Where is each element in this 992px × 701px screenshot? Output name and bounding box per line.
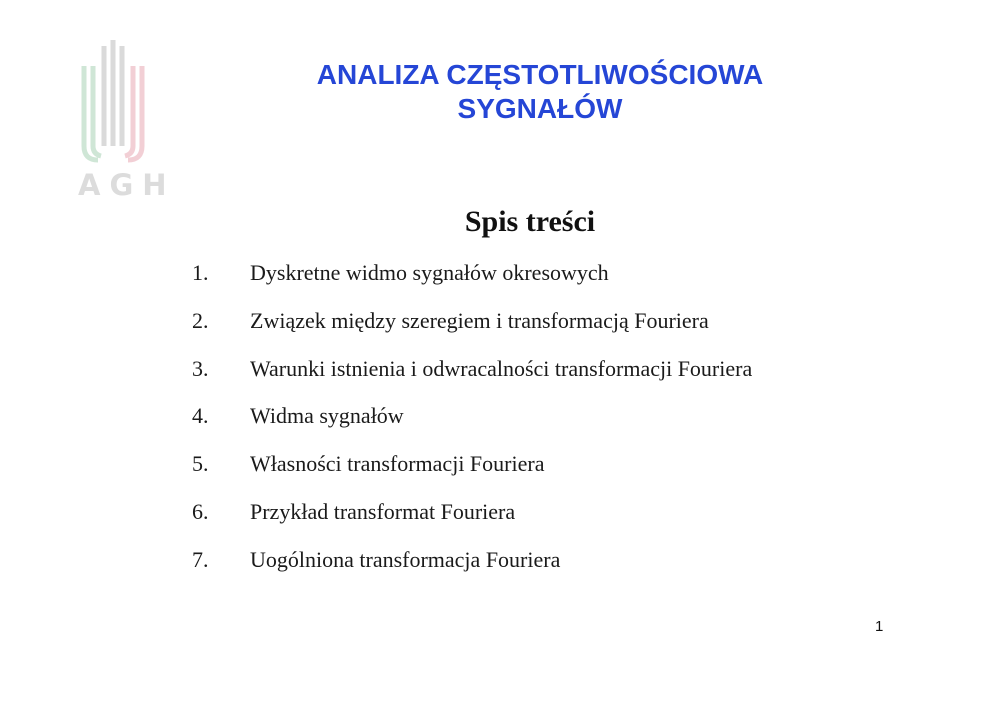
toc-item — [192, 547, 752, 595]
toc-item-number: 2. — [192, 307, 209, 333]
toc-item — [192, 403, 752, 451]
page-title — [180, 58, 900, 126]
toc-heading: Spis treści — [464, 205, 596, 238]
toc-item — [192, 499, 752, 547]
toc-item-text: Związek między szeregiem i transformacją Fouriera — [250, 307, 709, 333]
logo-text: AGH — [78, 168, 176, 202]
toc-item-text: Dyskretne widmo sygnałów okresowych — [250, 260, 609, 285]
toc-item-number: 4. — [192, 403, 209, 429]
toc-item-number: 5. — [192, 451, 209, 477]
page-number: 1 — [875, 618, 884, 635]
title-line-2: SYGNAŁÓW — [457, 93, 623, 124]
title-line-1: ANALIZA CZĘSTOTLIWOŚCIOWA — [316, 59, 764, 90]
toc-item-number: 6. — [192, 498, 209, 524]
toc-item-number: 7. — [192, 546, 209, 572]
toc-item-text: Własności transformacji Fouriera — [250, 451, 545, 477]
toc-item — [192, 308, 752, 356]
agh-logo-mark-icon — [72, 38, 172, 168]
toc-item-text: Przykład transformat Fouriera — [250, 498, 516, 524]
toc-item-text: Widma sygnałów — [250, 403, 404, 429]
toc-item-text: Warunki istnienia i odwracalności transformacji Fouriera — [250, 355, 753, 381]
toc-item — [192, 260, 752, 308]
toc-item-number: 1. — [192, 260, 209, 285]
toc-item-text: Uogólniona transformacja Fouriera — [250, 546, 561, 572]
toc-item — [192, 451, 752, 499]
agh-logo — [72, 38, 176, 203]
table-of-contents — [192, 260, 752, 595]
toc-item-number: 3. — [192, 355, 209, 381]
toc-item — [192, 356, 752, 404]
